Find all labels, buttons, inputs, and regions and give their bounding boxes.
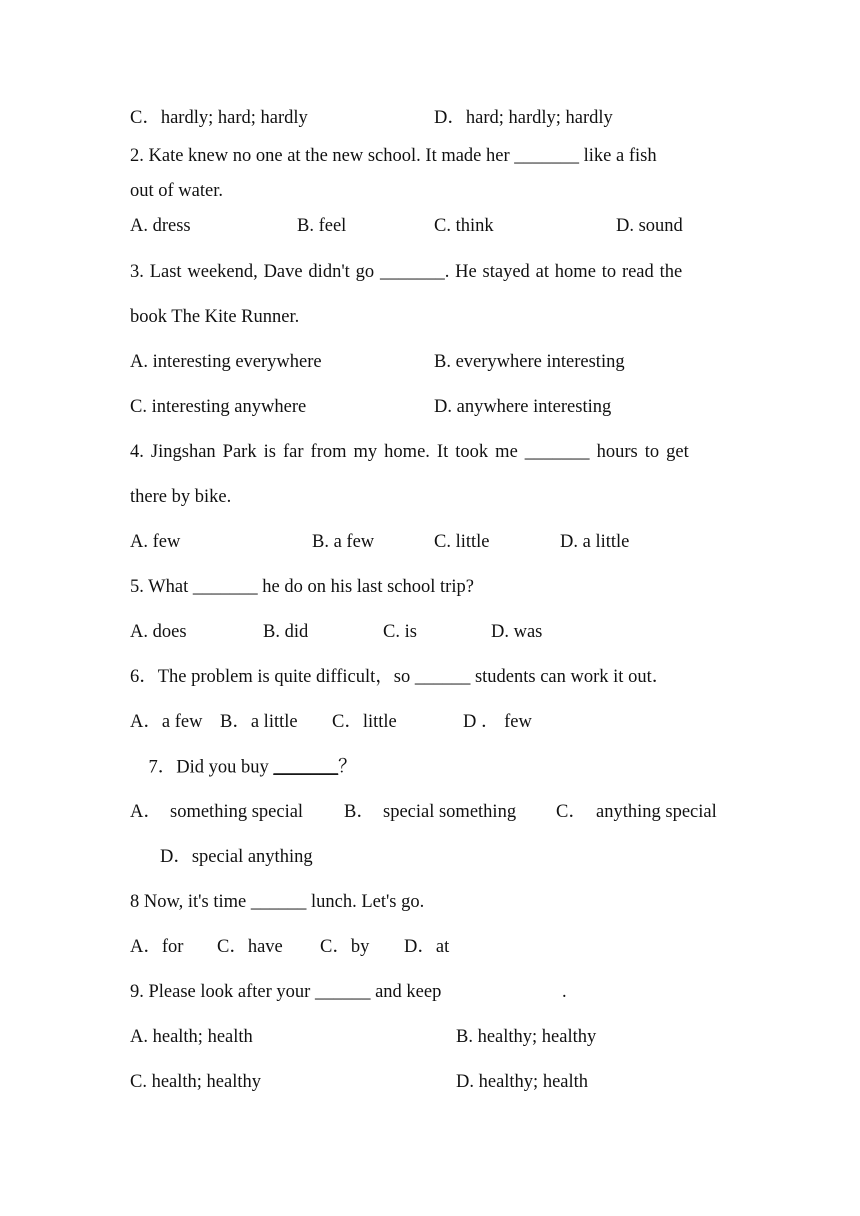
option-a: A. dress [130, 215, 191, 236]
option-b: B. healthy; healthy [456, 1026, 597, 1047]
option-c: C. little [434, 531, 490, 552]
option-a-label: A． [130, 801, 162, 822]
question-2-line-1 [130, 147, 731, 166]
question-8-text: 8 Now, it's time ______ lunch. Let's go. [130, 891, 425, 912]
option-d: D．special anything [160, 846, 313, 867]
option-d: D．hard; hardly; hardly [434, 107, 613, 128]
option-b: B. everywhere interesting [434, 351, 625, 372]
option-d: D ． few [463, 711, 532, 732]
option-a: A．a few [130, 711, 203, 732]
option-a: A. few [130, 531, 181, 552]
question-2-line-2: out of water. [130, 180, 223, 201]
option-c: C. is [383, 621, 417, 642]
option-c: C. health; healthy [130, 1071, 262, 1092]
option-c: C. think [434, 215, 494, 236]
answer-blank: _______ [273, 756, 339, 777]
option-b: B．a little [220, 711, 298, 732]
question-2-text: 2. Kate knew no one at the new school. It made her _______ like a fish [130, 145, 657, 166]
option-b: B. a few [312, 531, 375, 552]
option-a: something special [170, 801, 304, 822]
option-b: B. did [263, 621, 309, 642]
question-4-line-1: 4. Jingshan Park is far from my home. It took me _______ hours to get [130, 441, 689, 462]
question-3-line-1: 3. Last weekend, Dave didn't go _______. He stayed at home to read the [130, 261, 683, 282]
option-a: A. interesting everywhere [130, 351, 322, 372]
option-c: C．little [332, 711, 397, 732]
question-9-period: . [562, 981, 567, 1002]
option-c: anything special [596, 801, 717, 822]
option-c: C．have [217, 936, 283, 957]
option-b: B. feel [297, 215, 347, 236]
question-3-line-2: book The Kite Runner. [130, 306, 300, 327]
option-d: D. a little [560, 531, 630, 552]
option-d: D. sound [616, 215, 683, 236]
question-4-line-2: there by bike. [130, 486, 232, 507]
option-d: D. was [491, 621, 543, 642]
question-7-text [130, 739, 357, 795]
question-5-text: 5. What _______ he do on his last school trip? [130, 576, 474, 597]
option-b: special something [383, 801, 517, 822]
option-c: C．hardly; hard; hardly [130, 107, 308, 128]
option-b-label: B． [344, 801, 375, 822]
option-a: A. does [130, 621, 187, 642]
option-d: D. healthy; health [456, 1071, 589, 1092]
option-c-2: C．by [320, 936, 370, 957]
option-a: A. health; health [130, 1026, 253, 1047]
option-a: A．for [130, 936, 184, 957]
option-c: C. interesting anywhere [130, 396, 307, 417]
question-6-text: 6．The problem is quite difficult，so ______ students can work it out． [130, 666, 671, 687]
question-9-text: 9. Please look after your ______ and keep [130, 981, 442, 1002]
option-d: D. anywhere interesting [434, 396, 612, 417]
question-mark: ？ [338, 756, 357, 777]
question-7-prompt: 7．Did you buy [148, 756, 274, 777]
option-c-label: C． [556, 801, 587, 822]
option-d: D．at [404, 936, 450, 957]
